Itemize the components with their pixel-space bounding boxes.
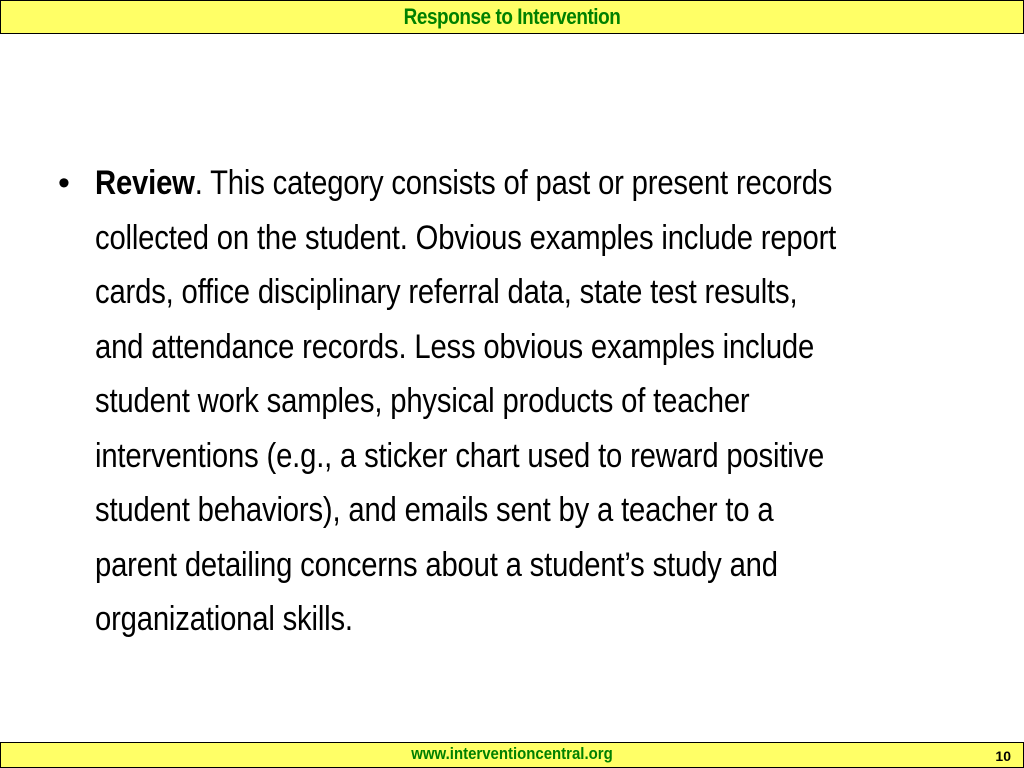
- slide-content: [58, 156, 968, 647]
- slide-header-title: Response to Intervention: [403, 4, 621, 29]
- bullet-term: Review: [95, 164, 195, 202]
- bullet-body: . This category consists of past or present records collected on the student. Obvious examples include report cards, office disciplinary referral data, state test results, and attendance records. Less obvious examples include student work samples, physical products of teacher interventions (e.g., a sticker chart used to reward positive student behaviors), and emails sent by a teacher to a parent detailing concerns about a student’s study and organizational skills.: [95, 164, 837, 638]
- bullet-icon: •: [58, 164, 70, 202]
- bullet-item: [58, 156, 968, 647]
- bullet-text: [95, 156, 846, 647]
- footer-banner: [0, 742, 1024, 768]
- header-banner: [0, 0, 1024, 34]
- page-number: 10: [995, 748, 1011, 764]
- footer-url: www.interventioncentral.org: [411, 744, 613, 763]
